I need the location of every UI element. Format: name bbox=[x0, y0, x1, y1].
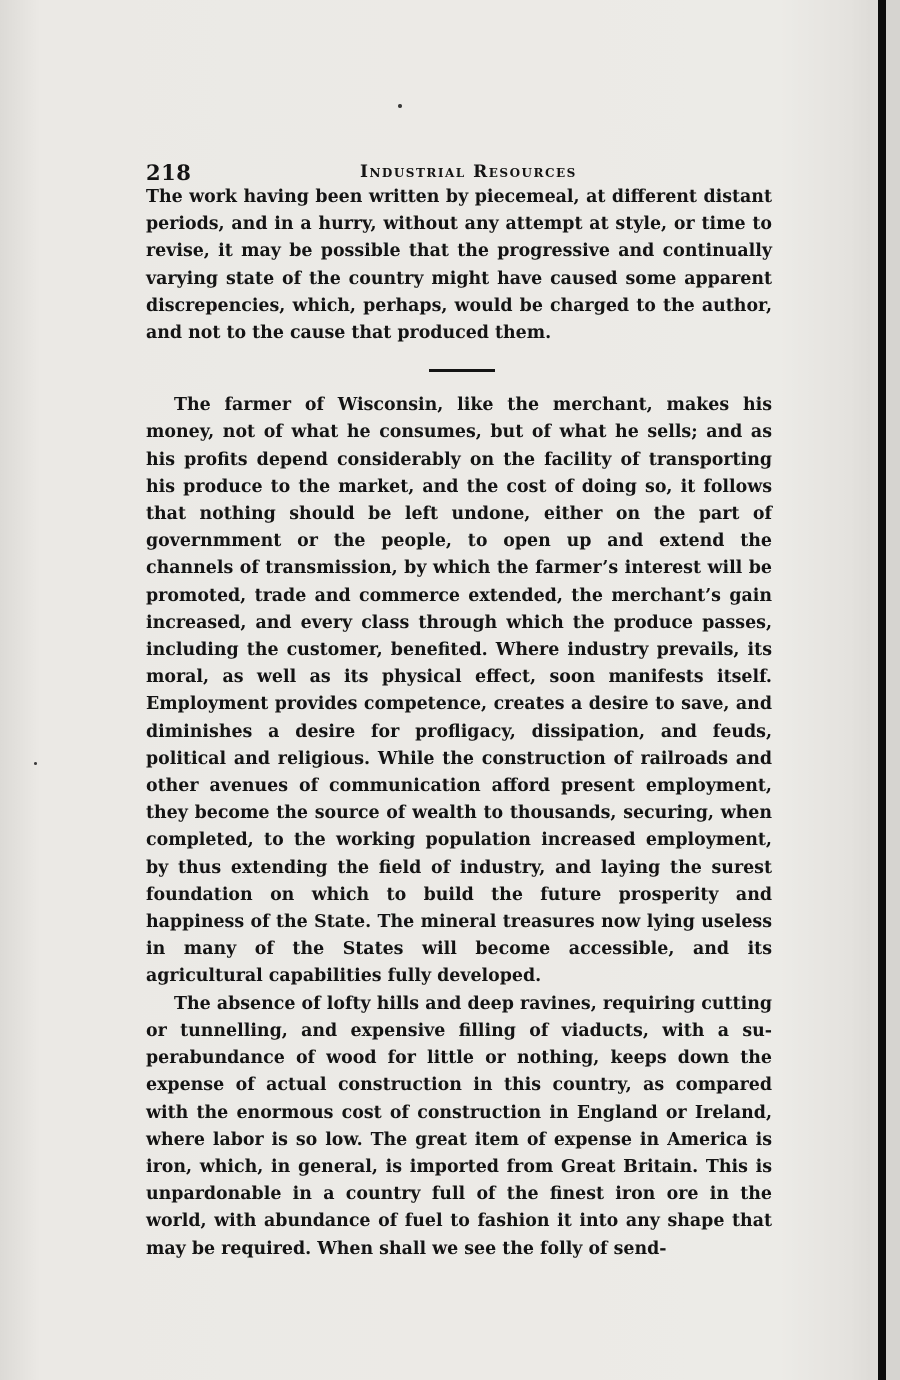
ink-speck bbox=[398, 104, 402, 108]
section-divider bbox=[429, 369, 495, 372]
book-page bbox=[146, 150, 772, 1263]
page-header bbox=[146, 150, 772, 184]
binding-gap bbox=[886, 0, 900, 1380]
paragraph-construction: The absence of lofty hills and deep ravines, requiring cutting or tunnelling, and expensive filling of viaducts, with a superabundance of wood for little or nothing, keeps down the expense of actual construction in this country, as compared with the enormous cost of construction in England or Ireland, where labor is so low. The great item of expense in America is iron, which, in general, is imported from Great Britain. This is unpardonable in a country full of the finest iron ore in the world, with abundance of fuel to fashion it into any shape that may be required. When shall we see the folly of send- bbox=[146, 993, 772, 1259]
paragraph-farmer: The farmer of Wisconsin, like the merchant, makes his money, not of what he consumes, but of what he sells; and as his profits depend considerably on the facility of transporting his produce to the market, and the cost of doing so, it follows that nothing should be left undone, either on the part of governmment or the people, to open up and extend the channels of transmission, by which the farmer’s interest will be promoted, trade and commerce extended, the merchant’s gain increased, and every class through which the produce passes, including the customer, benefited. Where industry prevails, its moral, as well as its physical effect, soon manifests itself. Employment provides competence, creates a desire to save, and diminishes a desire for profligacy, dissipation, and feuds, political and religious. While the construction of railroads and other avenues of communication afford present employment, they become the source of wealth to thousands, securing, when completed, to the working population increased employment, by thus extending the field of industry, and laying the surest foundation on which to build the future prosperity and happiness of the State. The mineral treasures now lying useless in many of the States will become accessible, and its agricultural capabilities fully developed. bbox=[146, 395, 772, 987]
ink-speck bbox=[34, 762, 37, 765]
paragraph-preface-end: The work having been written by piecemeal, at different distant periods, and in a hurry, without any attempt at style, or time to revise, it may be possible that the progressive and continually varying state of the country might have caused some apparent discrepencies, which, perhaps, would be charged to the author, and not to the cause that produced them. bbox=[146, 187, 772, 344]
page-number: 218 bbox=[146, 160, 192, 185]
binding-edge bbox=[878, 0, 886, 1380]
running-head: Industrial Resources bbox=[360, 162, 577, 182]
